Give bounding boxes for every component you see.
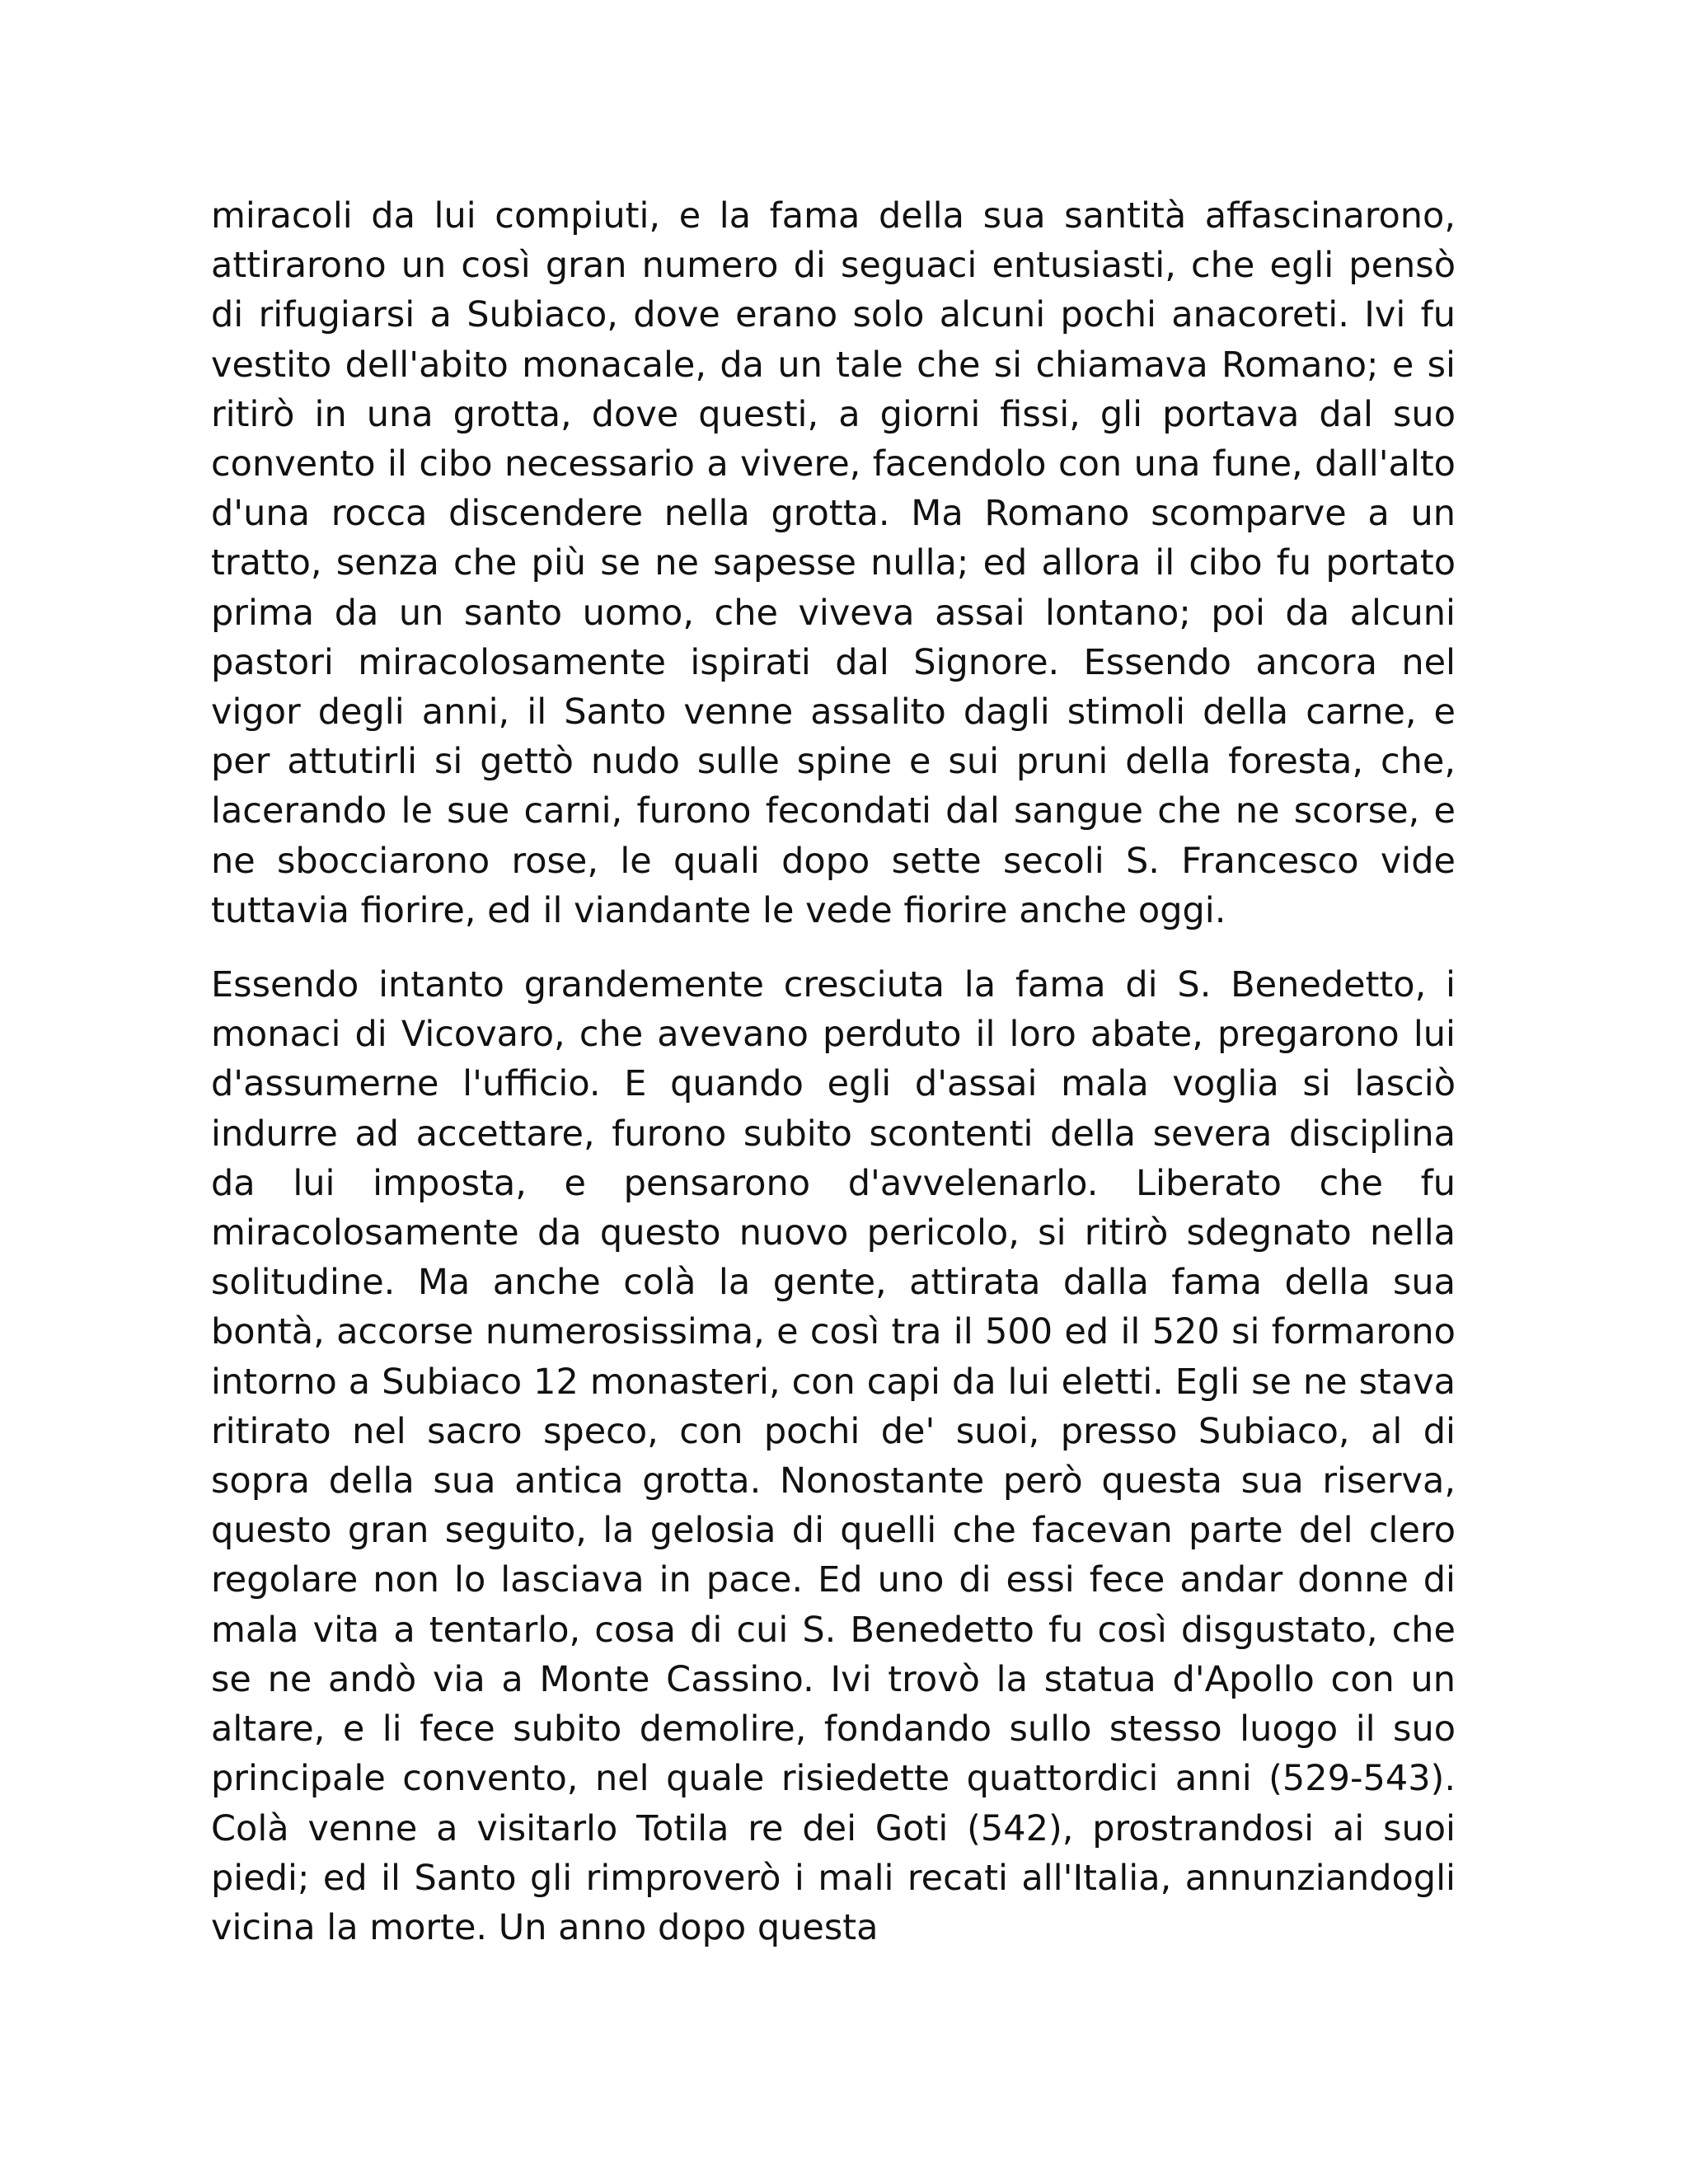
paragraph-1: miracoli da lui compiuti, e la fama della sua santità affascinarono, attirarono un così gran numero di seguaci entusiasti, che egli pensò di rifugiarsi a Subiaco, dove erano solo alcuni pochi anacoreti. Ivi fu vestito dell'abito monacale, da un tale che si chiamava Romano; e si ritirò in una grotta, dove questi, a giorni fissi, gli portava dal suo convento il cibo necessario a vivere, facendolo con una fune, dall'alto d'una rocca discendere nella grotta. Ma Romano scomparve a un tratto, senza che più se ne sapesse nulla; ed allora il cibo fu portato prima da un santo uomo, che viveva assai lontano; poi da alcuni pastori miracolosamente ispirati dal Signore. Essendo ancora nel vigor degli anni, il Santo venne assalito dagli stimoli della carne, e per attutirli si gettò nudo sulle spine e sui pruni della foresta, che, lacerando le sue carni, furono fecondati dal sangue che ne scorse, e ne sbocciarono rose, le quali dopo sette secoli S. Francesco vide tuttavia fiorire, ed il viandante le vede fiorire anche oggi. — [211, 195, 1456, 931]
document-page — [211, 191, 1456, 1952]
paragraph-2: Essendo intanto grandemente cresciuta la fama di S. Benedetto, i monaci di Vicovaro, che avevano perduto il loro abate, pregarono lui d'assumerne l'ufficio. E quando egli d'assai mala voglia si lasciò indurre ad accettare, furono subito scontenti della severa disciplina da lui imposta, e pensarono d'avvelenarlo. Liberato che fu miracolosamente da questo nuovo pericolo, si ritirò sdegnato nella solitudine. Ma anche colà la gente, attirata dalla fama della sua bontà, accorse numerosissima, e così tra il 500 ed il 520 si formarono intorno a Subiaco 12 monasteri, con capi da lui eletti. Egli se ne stava ritirato nel sacro speco, con pochi de' suoi, presso Subiaco, al di sopra della sua antica grotta. Nonostante però questa sua riserva, questo gran seguito, la gelosia di quelli che facevan parte del clero regolare non lo lasciava in pace. Ed uno di essi fece andar donne di mala vita a tentarlo, cosa di cui S. Benedetto fu così disgustato, che se ne andò via a Monte Cassino. Ivi trovò la statua d'Apollo con un altare, e li fece subito demolire, fondando sullo stesso luogo il suo principale convento, nel quale risiedette quattordici anni (529-543). Colà venne a visitarlo Totila re dei Goti (542), prostrandosi ai suoi piedi; ed il Santo gli rimproverò i mali recati all'Italia, annunziandogli vicina la morte. Un anno dopo questa — [211, 964, 1456, 1948]
